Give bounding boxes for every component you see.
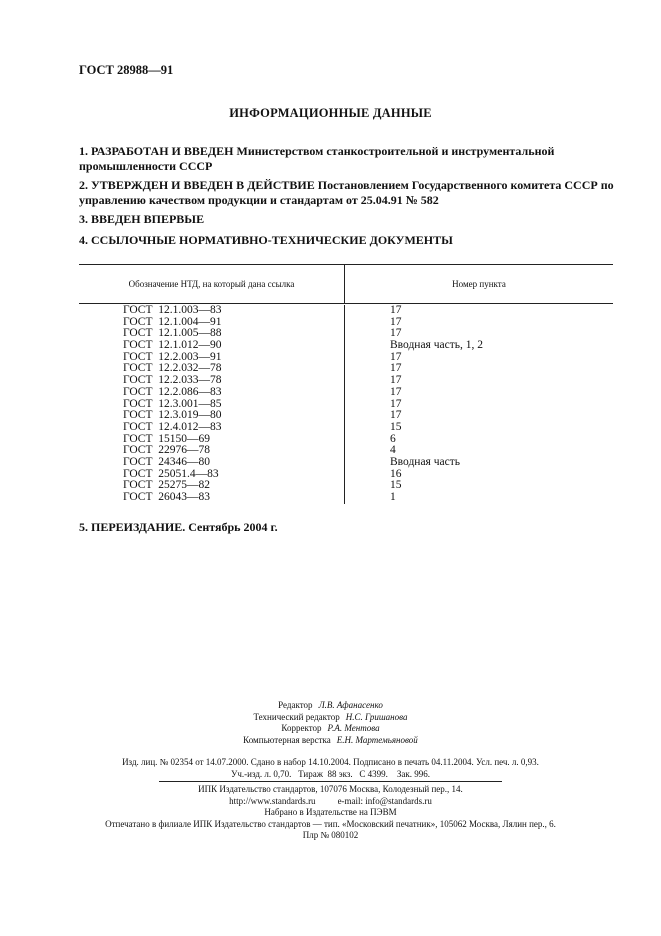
table-row-document: ГОСТ 25275—82 (123, 479, 211, 492)
table-row-document: ГОСТ 25051.4—83 (123, 467, 219, 480)
table-row-document: ГОСТ 12.3.001—85 (123, 397, 222, 410)
table-body (79, 304, 613, 504)
pubinfo-line-1: Изд. лиц. № 02354 от 14.07.2000. Сдано в набор 14.10.2004. Подписано в печать 04.11.2004. Усл. печ. л. 0,93. (122, 757, 539, 767)
table-row-document: ГОСТ 12.2.003—91 (123, 350, 222, 363)
info-item-2 (79, 178, 619, 208)
table-row-document: ГОСТ 12.2.032—78 (123, 362, 222, 375)
clause-column (345, 305, 613, 504)
table-row-clause: Вводная часть, 1, 2 (390, 339, 483, 352)
item-text: Министерством станкостроительной и инструментальной промышленности СССР (79, 144, 555, 173)
credit-role: Редактор (278, 700, 313, 710)
table-row-document: ГОСТ 12.4.012—83 (123, 420, 222, 433)
table-row-document: ГОСТ 12.3.019—80 (123, 409, 222, 422)
divider (159, 781, 502, 782)
table-row-clause: 17 (390, 409, 402, 422)
credit-proofreader (0, 723, 661, 735)
website-link[interactable]: http://www.standards.ru (229, 795, 316, 806)
credit-name: Н.С. Гришанова (345, 711, 408, 722)
credit-name: Р.А. Ментова (327, 723, 380, 733)
info-item-4 (79, 233, 619, 248)
printer-line-5: Плр № 080102 (302, 830, 359, 840)
credit-layout (0, 735, 661, 747)
item-number: 3. (79, 212, 88, 226)
email-link[interactable]: e-mail: info@standards.ru (337, 795, 432, 806)
credit-role: Корректор (281, 723, 322, 733)
item-number: 5. (79, 520, 88, 534)
table-row-clause: 17 (390, 397, 402, 410)
credit-name: Е.Н. Мартемьяновой (336, 734, 418, 745)
item-text: Сентябрь 2004 г. (188, 520, 278, 534)
table-row-clause: 17 (390, 385, 402, 398)
credit-tech-editor (0, 712, 661, 724)
table-row-clause: 4 (390, 444, 396, 457)
table-row-document: ГОСТ 12.1.005—88 (123, 327, 222, 340)
credit-role: Компьютерная верстка (243, 734, 331, 745)
table-row-clause: 17 (390, 327, 402, 340)
table-row-document: ГОСТ 26043—83 (123, 491, 211, 503)
info-item-5 (79, 520, 619, 535)
table-row-clause: 16 (390, 467, 402, 480)
item-number: 2. (79, 178, 88, 192)
info-item-1 (79, 144, 619, 174)
table-row-document: ГОСТ 12.2.033—78 (123, 374, 222, 387)
item-text: Постановлением Государственного комитета СССР по управлению качеством продукции и стандартам от 25.04.91 № 582 (79, 178, 614, 207)
item-heading: ВВЕДЕН ВПЕРВЫЕ (91, 212, 205, 226)
printer-line-3: Набрано в Издательстве на ПЭВМ (264, 807, 397, 817)
table-row-document: ГОСТ 12.1.012—90 (123, 339, 222, 352)
table-row-clause: 6 (390, 432, 396, 445)
table-row-clause: Вводная часть (390, 455, 460, 468)
publication-info (0, 757, 661, 780)
table-row-document: ГОСТ 12.1.004—91 (123, 315, 222, 328)
table-row-document: ГОСТ 12.2.086—83 (123, 385, 222, 398)
item-heading: ПЕРЕИЗДАНИЕ. (91, 520, 186, 534)
info-item-3 (79, 212, 619, 227)
table-row-clause: 15 (390, 479, 402, 492)
item-heading: УТВЕРЖДЕН И ВВЕДЕН В ДЕЙСТВИЕ (91, 178, 315, 192)
item-heading: ССЫЛОЧНЫЕ НОРМАТИВНО-ТЕХНИЧЕСКИЕ ДОКУМЕНТЫ (91, 233, 453, 247)
table-row-clause: 15 (390, 420, 402, 433)
table-row-document: ГОСТ 12.1.003—83 (123, 304, 222, 316)
table-header (79, 265, 613, 304)
item-number: 1. (79, 144, 88, 158)
printer-contacts (0, 796, 661, 808)
column-header-clause: Номер пункта (452, 278, 506, 289)
printer-line-4: Отпечатано в филиале ИПК Издательство стандартов — тип. «Московский печатник», 105062 Москва, Лялин пер., 6. (105, 818, 556, 829)
credits-block (0, 700, 661, 746)
table-row-clause: 17 (390, 374, 402, 387)
credit-role: Технический редактор (253, 711, 340, 722)
column-header-document: Обозначение НТД, на который дана ссылка (79, 265, 345, 303)
table-row-clause: 1 (390, 491, 396, 503)
pubinfo-line-2: Уч.-изд. л. 0,70. Тираж 88 экз. С 4399. Зак. 996. (230, 768, 431, 779)
item-heading: РАЗРАБОТАН И ВВЕДЕН (91, 144, 234, 158)
table-row-clause: 17 (390, 315, 402, 328)
table-row-clause: 17 (390, 362, 402, 375)
credit-name: Л.В. Афанасенко (318, 700, 383, 710)
table-row-document: ГОСТ 15150—69 (123, 432, 211, 445)
table-row-document: ГОСТ 22976—78 (123, 444, 211, 457)
document-id: ГОСТ 28988—91 (79, 63, 174, 77)
table-row-document: ГОСТ 24346—80 (123, 455, 211, 468)
printer-info (0, 784, 661, 842)
table-row-clause: 17 (390, 304, 402, 316)
document-column (79, 305, 345, 504)
page-title: ИНФОРМАЦИОННЫЕ ДАННЫЕ (229, 106, 432, 120)
item-number: 4. (79, 233, 88, 247)
table-row-clause: 17 (390, 350, 402, 363)
printer-line-1: ИПК Издательство стандартов, 107076 Москва, Колодезный пер., 14. (198, 784, 463, 794)
reference-documents-table (79, 264, 613, 504)
credit-editor (0, 700, 661, 712)
